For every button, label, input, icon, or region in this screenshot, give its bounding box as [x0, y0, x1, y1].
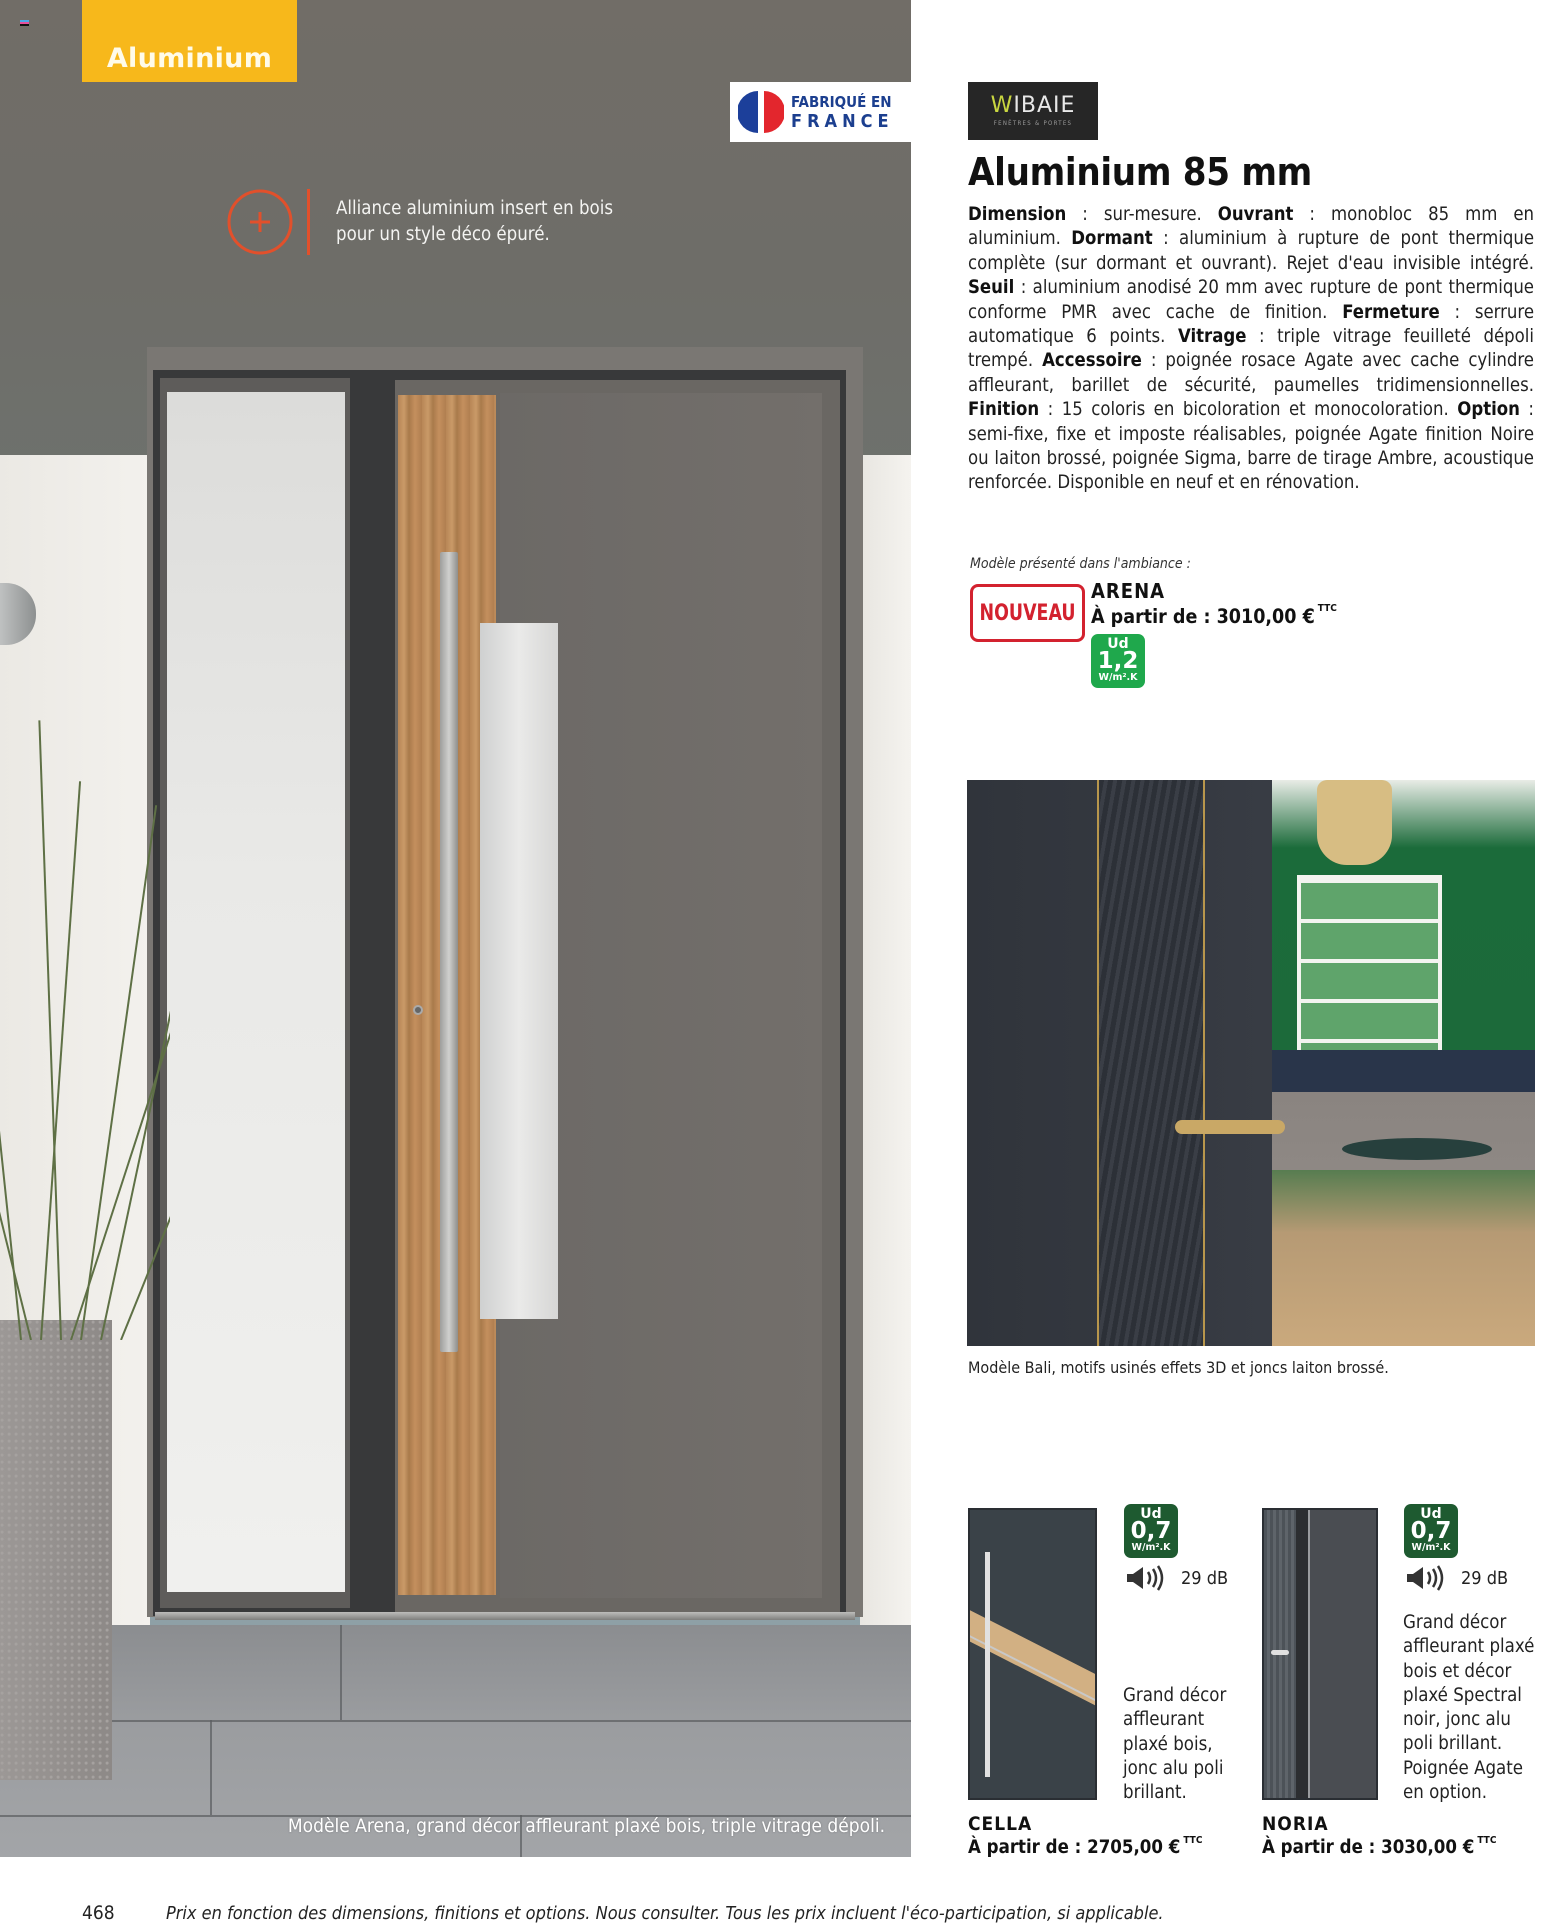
desc-line: Grand décor [1403, 1612, 1507, 1633]
spec-label: Vitrage [1177, 326, 1247, 348]
desc-line: brillant. [1123, 1782, 1187, 1804]
desc-line: en option. [1403, 1782, 1487, 1804]
feature-line-1: Alliance aluminium insert en bois [336, 198, 613, 219]
noria-name: NORIA [1262, 1813, 1329, 1835]
spec-label: Accessoire [1042, 350, 1142, 372]
ud-value: 1,2 [1097, 648, 1139, 674]
ud-unit: W/m².K [1131, 1542, 1171, 1553]
ud-label: Ud [1420, 1506, 1442, 1522]
spec-text: : serrure automatique 6 points. [968, 301, 1534, 348]
new-badge-label: NOUVEAU [979, 600, 1076, 626]
category-tag [82, 0, 297, 82]
ud-value: 0,7 [1130, 1518, 1172, 1544]
price-suffix: TTC [1183, 1835, 1203, 1846]
desc-line: affleurant [1123, 1709, 1205, 1731]
bali-caption: Modèle Bali, motifs usinés effets 3D et joncs laiton brossé. [968, 1358, 1389, 1377]
ambiance-label: Modèle présenté dans l'ambiance : [970, 556, 1191, 572]
made-in-france-badge [730, 82, 911, 142]
new-badge [970, 584, 1085, 642]
acoustic-rating [1125, 1564, 1228, 1592]
ornamental-grass [0, 700, 170, 1340]
feature-line-2: pour un style déco épuré. [336, 224, 550, 245]
thermal-ud-badge [1124, 1504, 1178, 1558]
product-specs [968, 203, 1534, 496]
spec-text: : 15 coloris en bicoloration et monocoloration. [1039, 399, 1458, 421]
france-flag-icon [738, 89, 784, 135]
planter [0, 1320, 112, 1780]
ud-unit: W/m².K [1411, 1542, 1451, 1553]
cella-name: CELLA [968, 1813, 1033, 1835]
badge-line-2: FRANCE [791, 111, 894, 132]
cella-description [1123, 1684, 1226, 1805]
thermal-ud-badge [1404, 1504, 1458, 1558]
spec-text: : monobloc 85 mm en aluminium. [968, 204, 1535, 250]
divider [307, 189, 310, 255]
plus-circle-icon [226, 188, 294, 256]
wall [860, 455, 911, 1635]
feature-callout [226, 188, 613, 256]
ud-unit: W/m².K [1098, 672, 1138, 683]
category-tag-label: Aluminium [106, 43, 273, 74]
brand-name: IBAIE [1013, 93, 1076, 118]
sound-value: 29 dB [1181, 1567, 1229, 1589]
spec-label: Fermeture [1342, 301, 1440, 323]
spec-text: : sur-mesure. [1066, 204, 1218, 225]
desc-line: plaxé Spectral [1403, 1684, 1522, 1706]
feature-text [336, 196, 613, 248]
spec-text: : semi-fixe, fixe et imposte réalisables, poignée Agate finition Noire ou laiton brossé, poignée Sigma, barre de tirage Ambre, acoustique renforcée. Disponible en neuf et en rénovation. [968, 399, 1534, 494]
price-value: À partir de : 2705,00 € [968, 1837, 1181, 1858]
bali-3d-pattern [1097, 780, 1205, 1346]
spec-label: Dormant [1071, 228, 1153, 250]
noria-price [1262, 1837, 1496, 1858]
cella-door-image [968, 1508, 1097, 1800]
desc-line: affleurant plaxé [1403, 1636, 1535, 1658]
print-color-marks [20, 20, 29, 28]
threshold [155, 1612, 855, 1620]
hero-caption: Modèle Arena, grand décor affleurant plaxé bois, triple vitrage dépoli. [287, 1815, 885, 1837]
page-number: 468 [82, 1902, 115, 1924]
pull-bar-handle [440, 552, 458, 1352]
spec-text: : poignée rosace Agate avec cache cylindre affleurant, barillet de sécurité, paumelles tridimensionnelles. [968, 350, 1534, 396]
desc-line: poli brillant. [1403, 1733, 1503, 1755]
bookshelf [1297, 875, 1442, 1057]
door-handle [1175, 1120, 1285, 1134]
spec-text: : aluminium à rupture de pont thermique complète (sur dormant et ouvrant). Rejet d'eau invisible intégré. [968, 228, 1534, 274]
price-suffix: TTC [1317, 603, 1337, 614]
desc-line: noir, jonc alu [1403, 1709, 1511, 1731]
spec-label: Ouvrant [1217, 204, 1294, 225]
brand-name-accent: W [990, 93, 1014, 118]
speaker-icon [1405, 1564, 1447, 1592]
price-suffix: TTC [1477, 1835, 1497, 1846]
coffee-table [1342, 1138, 1492, 1160]
spec-label: Seuil [968, 277, 1015, 299]
pendant-lamp [1317, 780, 1392, 865]
sound-value: 29 dB [1461, 1567, 1509, 1589]
desc-line: bois et décor [1403, 1660, 1512, 1682]
thermal-ud-badge [1091, 634, 1145, 688]
acoustic-rating [1405, 1564, 1508, 1592]
price-value: À partir de : 3030,00 € [1262, 1837, 1475, 1858]
desc-line: plaxé bois, [1123, 1733, 1213, 1755]
noria-door-image [1262, 1508, 1378, 1800]
desc-line: Poignée Agate [1403, 1757, 1523, 1779]
desc-line: Grand décor [1123, 1685, 1227, 1706]
lock-cylinder [413, 1005, 423, 1015]
bali-ambiance-photo [967, 780, 1535, 1346]
speaker-icon [1125, 1564, 1167, 1592]
badge-line-1: FABRIQUÉ EN [791, 93, 892, 111]
ud-value: 0,7 [1410, 1518, 1452, 1544]
ud-label: Ud [1107, 636, 1129, 652]
price-value: À partir de : 3010,00 € [1091, 605, 1315, 628]
brand-logo [968, 82, 1098, 140]
footer-note: Prix en fonction des dimensions, finitions et options. Nous consulter. Tous les prix incluent l'éco-participation, si applicable. [166, 1903, 1164, 1924]
spec-text: : aluminium anodisé 20 mm avec rupture de pont thermique conforme PMR avec cache de finition. [968, 277, 1534, 323]
sidelight-glass [167, 392, 345, 1592]
spec-label: Option [1457, 399, 1520, 421]
product-title: Aluminium 85 mm [968, 150, 1312, 194]
cella-price [968, 1837, 1202, 1858]
spec-text: : triple vitrage feuilleté dépoli trempé. [968, 326, 1534, 372]
featured-model-name: ARENA [1091, 579, 1166, 603]
spec-label: Dimension [968, 204, 1067, 225]
desc-line: jonc alu poli [1123, 1757, 1224, 1779]
brand-subtitle: FENÊTRES & PORTES [993, 120, 1073, 127]
noria-description [1403, 1611, 1534, 1805]
ud-label: Ud [1140, 1506, 1162, 1522]
spec-label: Finition [968, 399, 1040, 421]
featured-model-price [1091, 605, 1337, 628]
frosted-glass-slot [480, 623, 558, 1319]
